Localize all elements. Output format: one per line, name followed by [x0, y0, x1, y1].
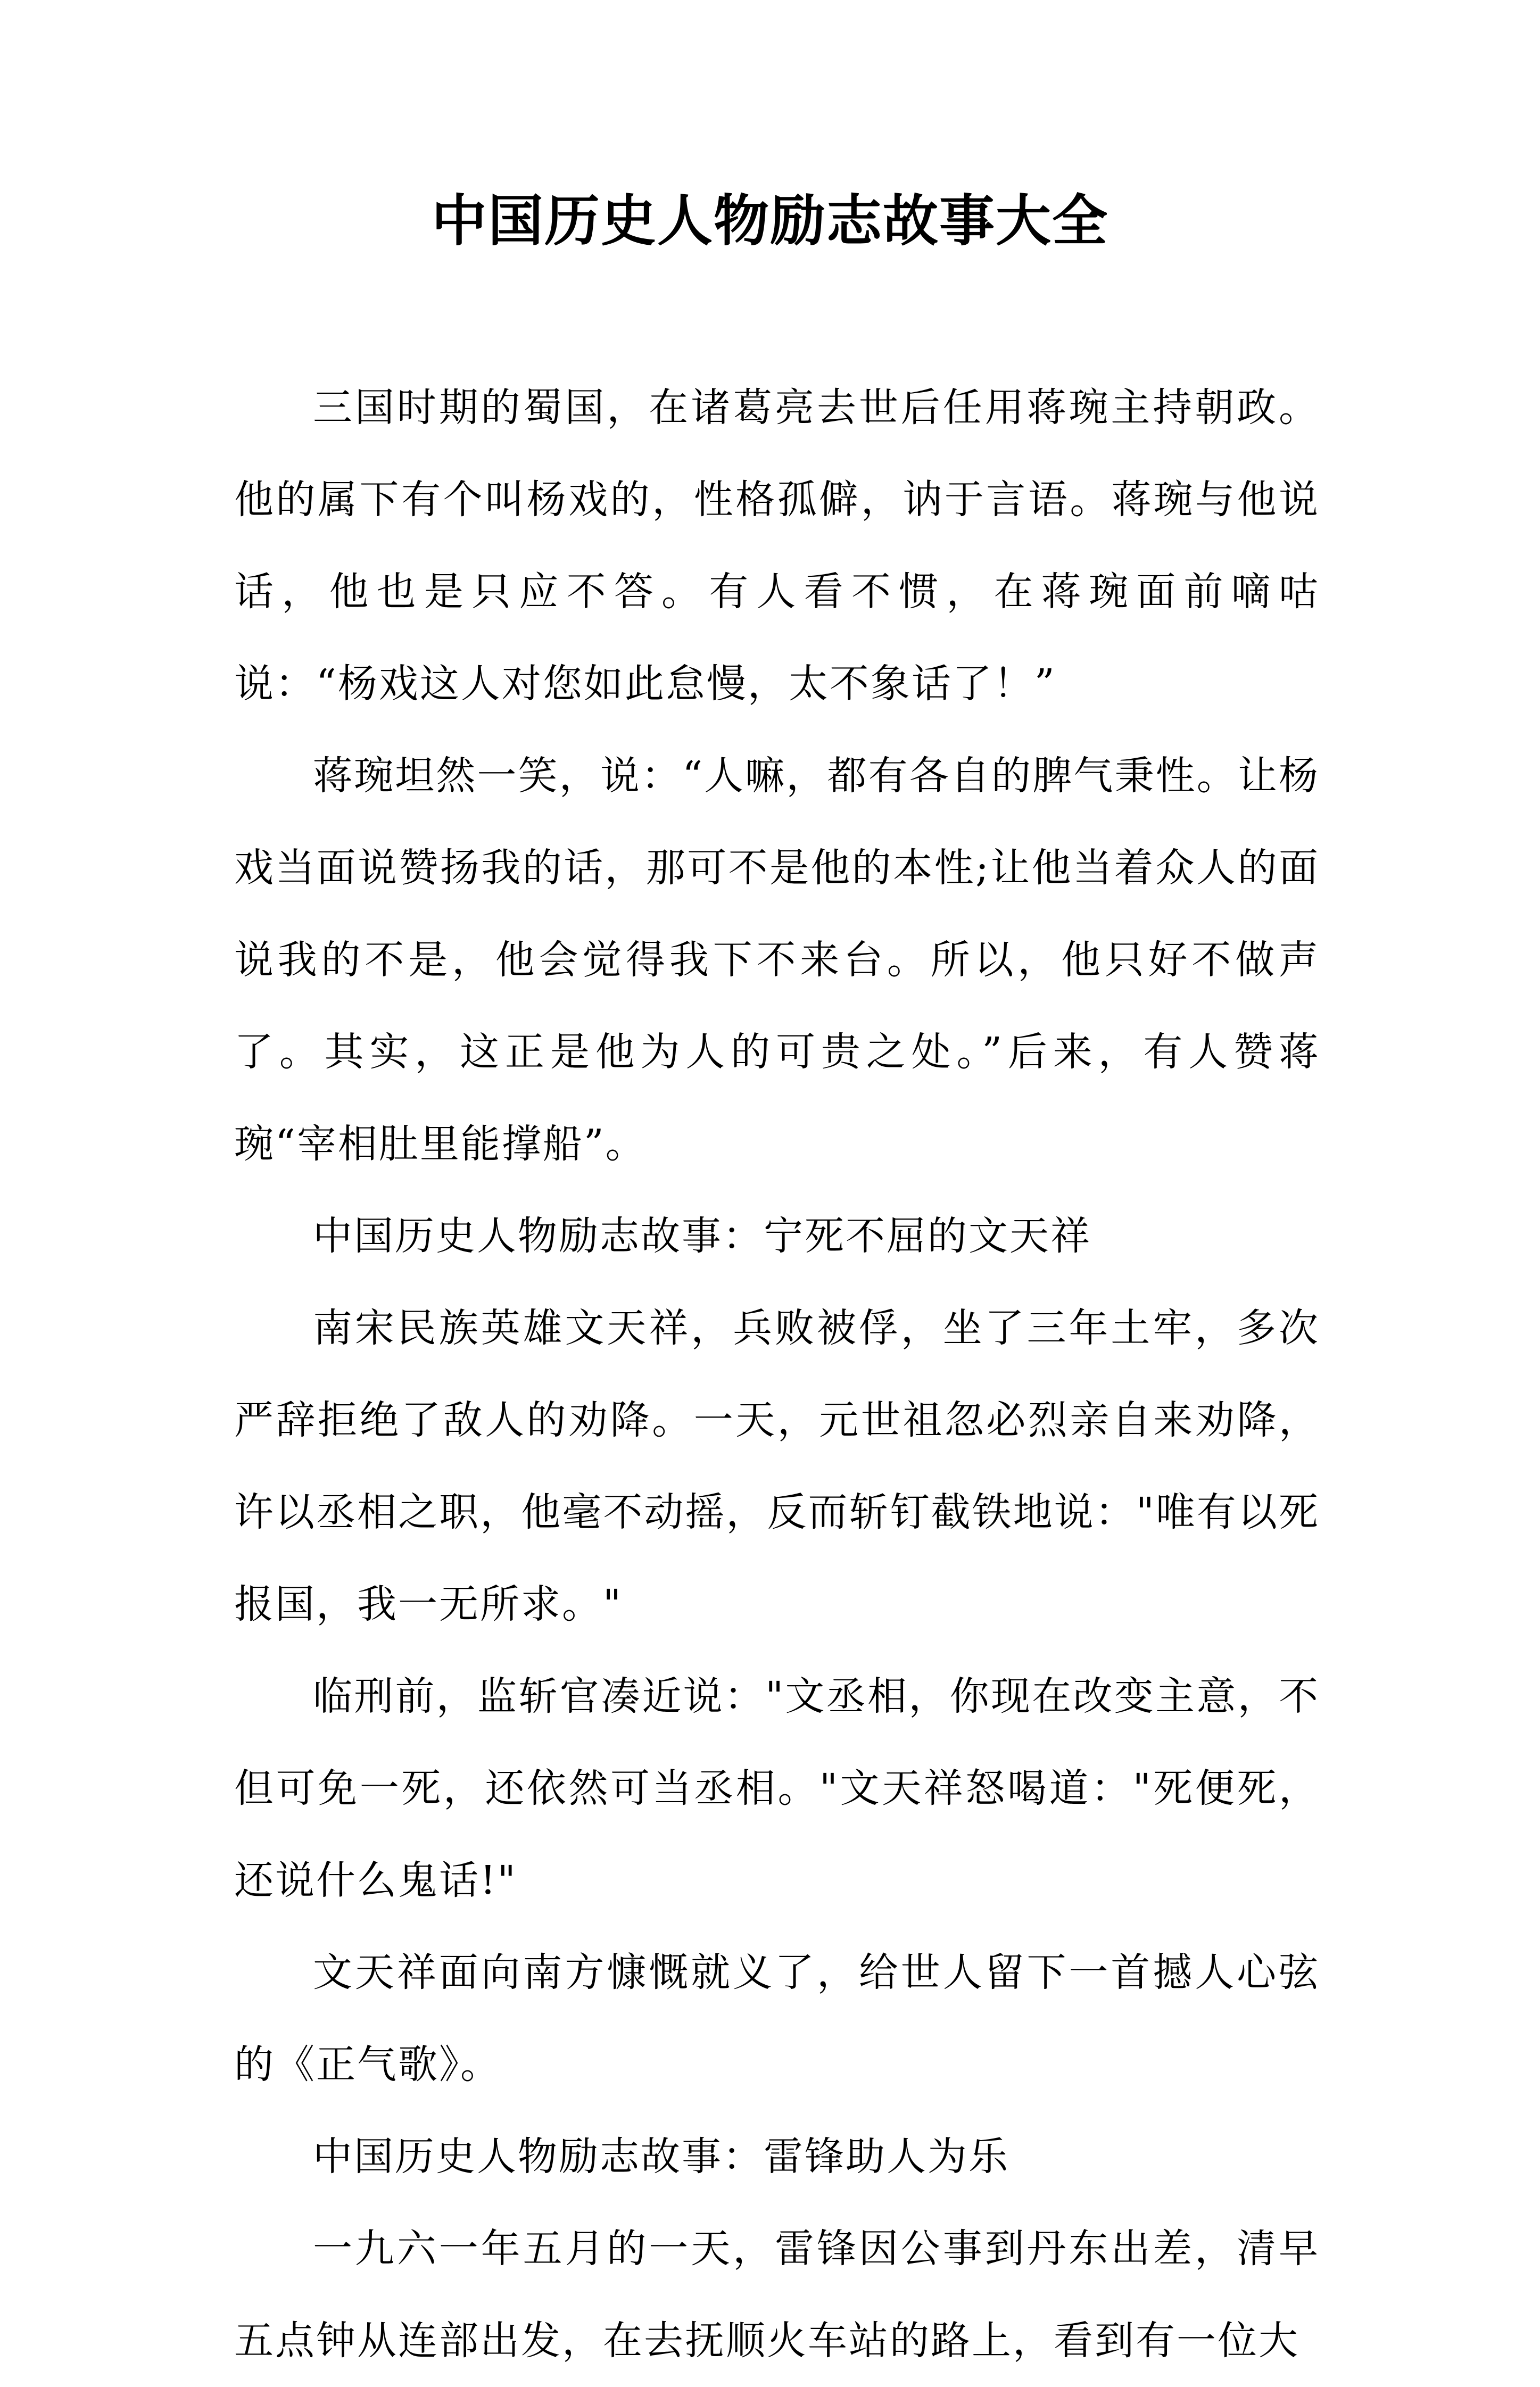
paragraph-jiang-wan-intro: 三国时期的蜀国，在诸葛亮去世后任用蒋琬主持朝政。他的属下有个叫杨戏的，性格孤僻，讷于言语。蒋琬与他说话，他也是只应不答。有人看不惯，在蒋琬面前嘀咕说：“杨戏这人对您如此怠慢，太不象话了！” — [234, 385, 1320, 707]
section-heading-lei-feng: 中国历史人物励志故事：雷锋助人为乐 — [313, 2134, 1009, 2179]
paragraph-lei-feng: 一九六一年五月的一天，雷锋因公事到丹东出差，清早五点钟从连部出发，在去抚顺火车站的路上，看到有一位大 — [234, 2226, 1320, 2364]
section-heading-wen-tianxiang: 中国历史人物励志故事：宁死不屈的文天祥 — [313, 1213, 1091, 1259]
document-body — [234, 362, 1320, 2387]
paragraph-wen-tianxiang-execution: 临刑前，监斩官凑近说："文丞相，你现在改变主意，不但可免一死，还依然可当丞相。"文天祥怒喝道："死便死，还说什么鬼话!" — [234, 1673, 1320, 1903]
paragraph-wen-tianxiang-captured: 南宋民族英雄文天祥，兵败被俘，坐了三年土牢，多次严辞拒绝了敌人的劝降。一天，元世祖忽必烈亲自来劝降，许以丞相之职，他毫不动摇，反而斩钉截铁地说："唯有以死报国，我一无所求。" — [234, 1305, 1320, 1627]
document-title: 中国历史人物励志故事大全 — [431, 188, 1108, 253]
paragraph-jiang-wan-reply: 蒋琬坦然一笑，说：“人嘛，都有各自的脾气秉性。让杨戏当面说赞扬我的话，那可不是他的本性;让他当着众人的面说我的不是，他会觉得我下不来台。所以，他只好不做声了。其实，这正是他为人的可贵之处。”后来，有人赞蒋琬“宰相肚里能撑船”。 — [234, 753, 1320, 1167]
paragraph-wen-tianxiang-song: 文天祥面向南方慷慨就义了，给世人留下一首撼人心弦的《正气歌》。 — [234, 1950, 1320, 2087]
